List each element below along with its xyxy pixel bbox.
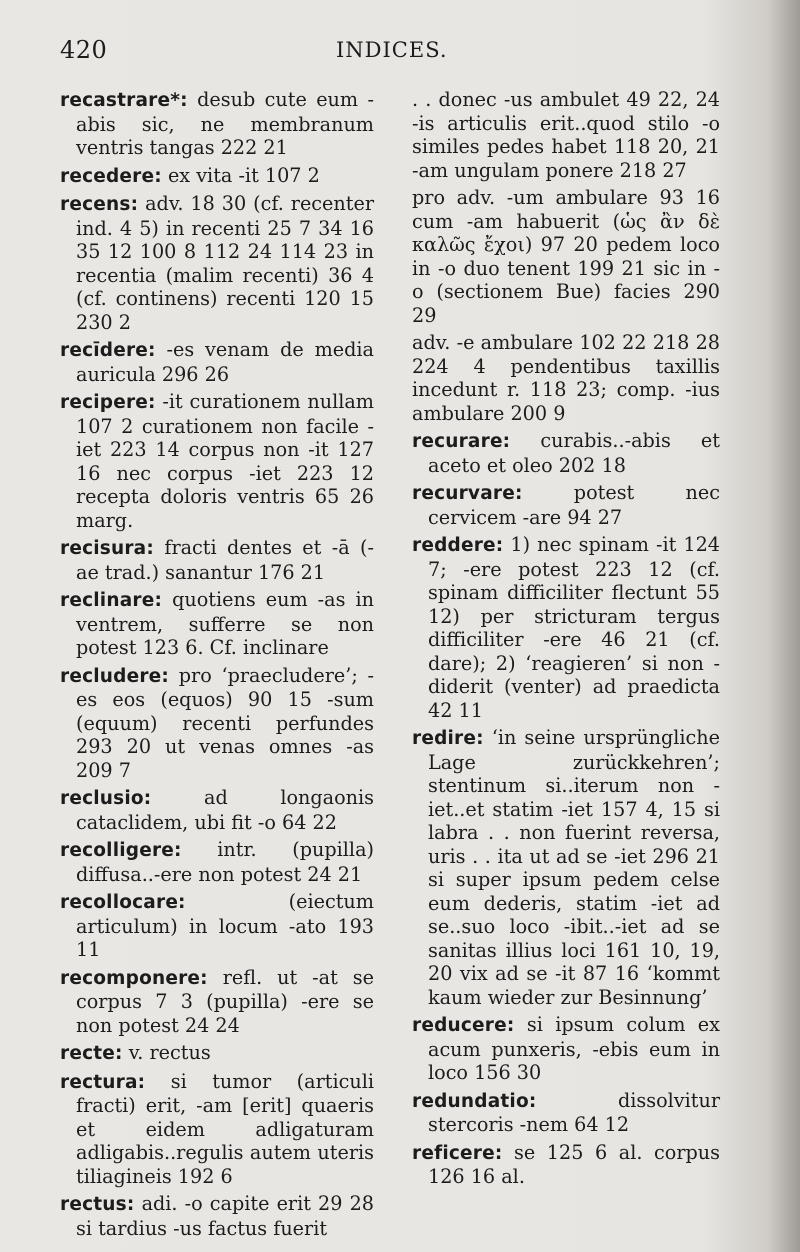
entry-text: desub cute eum -abis sic, ne membranum ventris tangas 222 21	[76, 88, 374, 159]
entry-text: -es venam de media auricula 296 26	[76, 338, 374, 386]
entry-headword: recedere:	[60, 165, 162, 187]
entry-headword: reclinare:	[60, 590, 163, 611]
index-entry	[412, 481, 720, 529]
entry-headword: recastrare*:	[60, 90, 188, 111]
index-entry	[412, 429, 720, 477]
entry-text: pro ‘praecludere’; -es eos (equos) 90 15 -sum (equum) recenti perfundes 293 20 ut venas omnes -as 209 7	[76, 663, 374, 782]
entry-text: v. rectus	[122, 1041, 211, 1064]
entry-headword: recurare:	[412, 431, 511, 452]
index-entry	[412, 726, 720, 1009]
index-entry	[60, 192, 374, 334]
entry-headword: recomponere:	[60, 967, 208, 989]
entry-headword: recens:	[60, 194, 139, 215]
entry-text: 1) nec spinam -it 124 7; -ere potest 223 12 (cf. spinam difficiliter flectunt 55 12) per stricturam tergus difficiliter -ere 46 21 (cf. dare); 2) ‘reagieren’ si non -diderit (venter) ad praedicta 42 11	[428, 533, 720, 722]
index-entry	[412, 331, 720, 425]
index-entry	[60, 88, 374, 160]
entry-headword: reducere:	[412, 1015, 515, 1036]
entry-text: quotiens eum -as in ventrem, sufferre se non potest 123 6. Cf. inclinare	[76, 588, 374, 659]
entry-text: si tumor (articuli fracti) erit, -am [erit] quaeris et eidem adligaturam adligabis..regulis autem uteris tiliagineis 192 6	[76, 1069, 374, 1188]
entry-headword: recludere:	[60, 665, 170, 687]
entry-text: refl. ut -at se corpus 7 3 (pupilla) -ere se non potest 24 24	[76, 965, 374, 1037]
entry-text: -it curationem nullam 107 2 curationem non facile -iet 223 14 corpus non -it 127 16 nec corpus -iet 223 12 recepta doloris ventris 65 26 marg.	[76, 390, 374, 532]
entry-text: adi. -o capite erit 29 28 si tardius -us factus fuerit	[76, 1192, 374, 1240]
index-column-right	[412, 88, 720, 1193]
index-entry	[60, 1041, 374, 1066]
index-entry	[412, 1141, 720, 1189]
entry-text: ad longaonis cataclidem, ubi fit -o 64 22	[76, 786, 374, 834]
entry-text: curabis..-abis et aceto et oleo 202 18	[428, 429, 720, 477]
entry-headword: recipere:	[60, 392, 156, 413]
entry-text: si ipsum colum ex acum punxeris, -ebis eum in loco 156 30	[428, 1013, 720, 1084]
entry-headword: reficere:	[412, 1142, 503, 1164]
entry-text: (eiectum articulum) in locum -ato 193 11	[76, 890, 374, 961]
entry-headword: recolligere:	[60, 840, 182, 861]
index-entry	[60, 338, 374, 386]
entry-headword: recīdere:	[60, 340, 156, 361]
index-entry	[60, 390, 374, 532]
index-entry	[60, 890, 374, 962]
index-entry	[60, 786, 374, 834]
index-entry	[60, 966, 374, 1038]
index-entry	[412, 533, 720, 722]
page-number: 420	[60, 36, 108, 64]
entry-text: adv. -e ambulare 102 22 218 28 224 4 pendentibus taxillis incedunt r. 118 23; comp. -ius ambulare 200 9	[412, 331, 720, 425]
index-entry	[60, 164, 374, 189]
index-entry	[412, 88, 720, 182]
index-entry	[60, 838, 374, 886]
entry-headword: redundatio:	[412, 1090, 537, 1112]
entry-headword: reclusio:	[60, 788, 152, 809]
entry-text: ex vita -it 107 2	[161, 163, 320, 187]
index-column-left	[60, 88, 374, 1244]
index-entry	[60, 664, 374, 783]
entry-text: se 125 6 al. corpus 126 16 al.	[428, 1140, 720, 1188]
entry-text: potest nec cervicem -are 94 27	[428, 481, 720, 529]
entry-headword: rectura:	[60, 1071, 146, 1093]
index-entry	[412, 1089, 720, 1137]
entry-headword: rectus:	[60, 1194, 135, 1215]
entry-headword: reddere:	[412, 535, 504, 556]
entry-text: pro adv. -um ambulare 93 16 cum -am habuerit (ὡς ἂν δὲ καλῶς ἔχοι) 97 20 pedem loco in -o duo tenent 199 21 sic in -o (sectionem Bue) facies 290 29	[412, 186, 720, 327]
index-entry	[60, 588, 374, 660]
index-entry	[60, 536, 374, 584]
entry-headword: recte:	[60, 1043, 123, 1064]
entry-text: adv. 18 30 (cf. recenter ind. 4 5) in recenti 25 7 34 16 35 12 100 8 112 24 114 23 in recentia (malim recenti) 36 4 (cf. continens) recenti 120 15 230 2	[76, 192, 374, 334]
index-entry	[60, 1070, 374, 1189]
entry-text: intr. (pupilla) diffusa..-ere non potest 24 21	[76, 838, 374, 886]
entry-headword: recurvare:	[412, 483, 523, 504]
index-entry	[412, 186, 720, 327]
entry-text: . . donec -us ambulet 49 22, 24 -is articulis erit..quod stilo -o similes pedes habet 118 20, 21 -am ungulam ponere 218 27	[412, 88, 720, 182]
entry-headword: redire:	[412, 728, 484, 749]
index-entry	[412, 1013, 720, 1085]
entry-text: dissolvitur stercoris -nem 64 12	[428, 1088, 720, 1136]
entry-headword: recollocare:	[60, 892, 186, 913]
entry-text: ‘in seine ursprüngliche Lage zurückkehren’; stentinum si..iterum non -iet..et statim -iet 157 4, 15 si labra . . non fuerint reversa, uris . . ita ut ad se -iet 296 21 si super ipsum pedem celse eum dederis, statim -iet ad se..suo loco -ibit..-iet ad se sanitas illius loci 161 10, 19, 20 vix ad se -it 87 16 ‘kommt kaum wieder zur Besinnung’	[428, 726, 720, 1009]
running-head: INDICES.	[336, 38, 448, 62]
entry-headword: recisura:	[60, 538, 154, 559]
page-header	[60, 36, 760, 72]
index-entry	[60, 1192, 374, 1240]
entry-text: fracti dentes et -ā (-ae trad.) sanantur 176 21	[76, 536, 374, 584]
